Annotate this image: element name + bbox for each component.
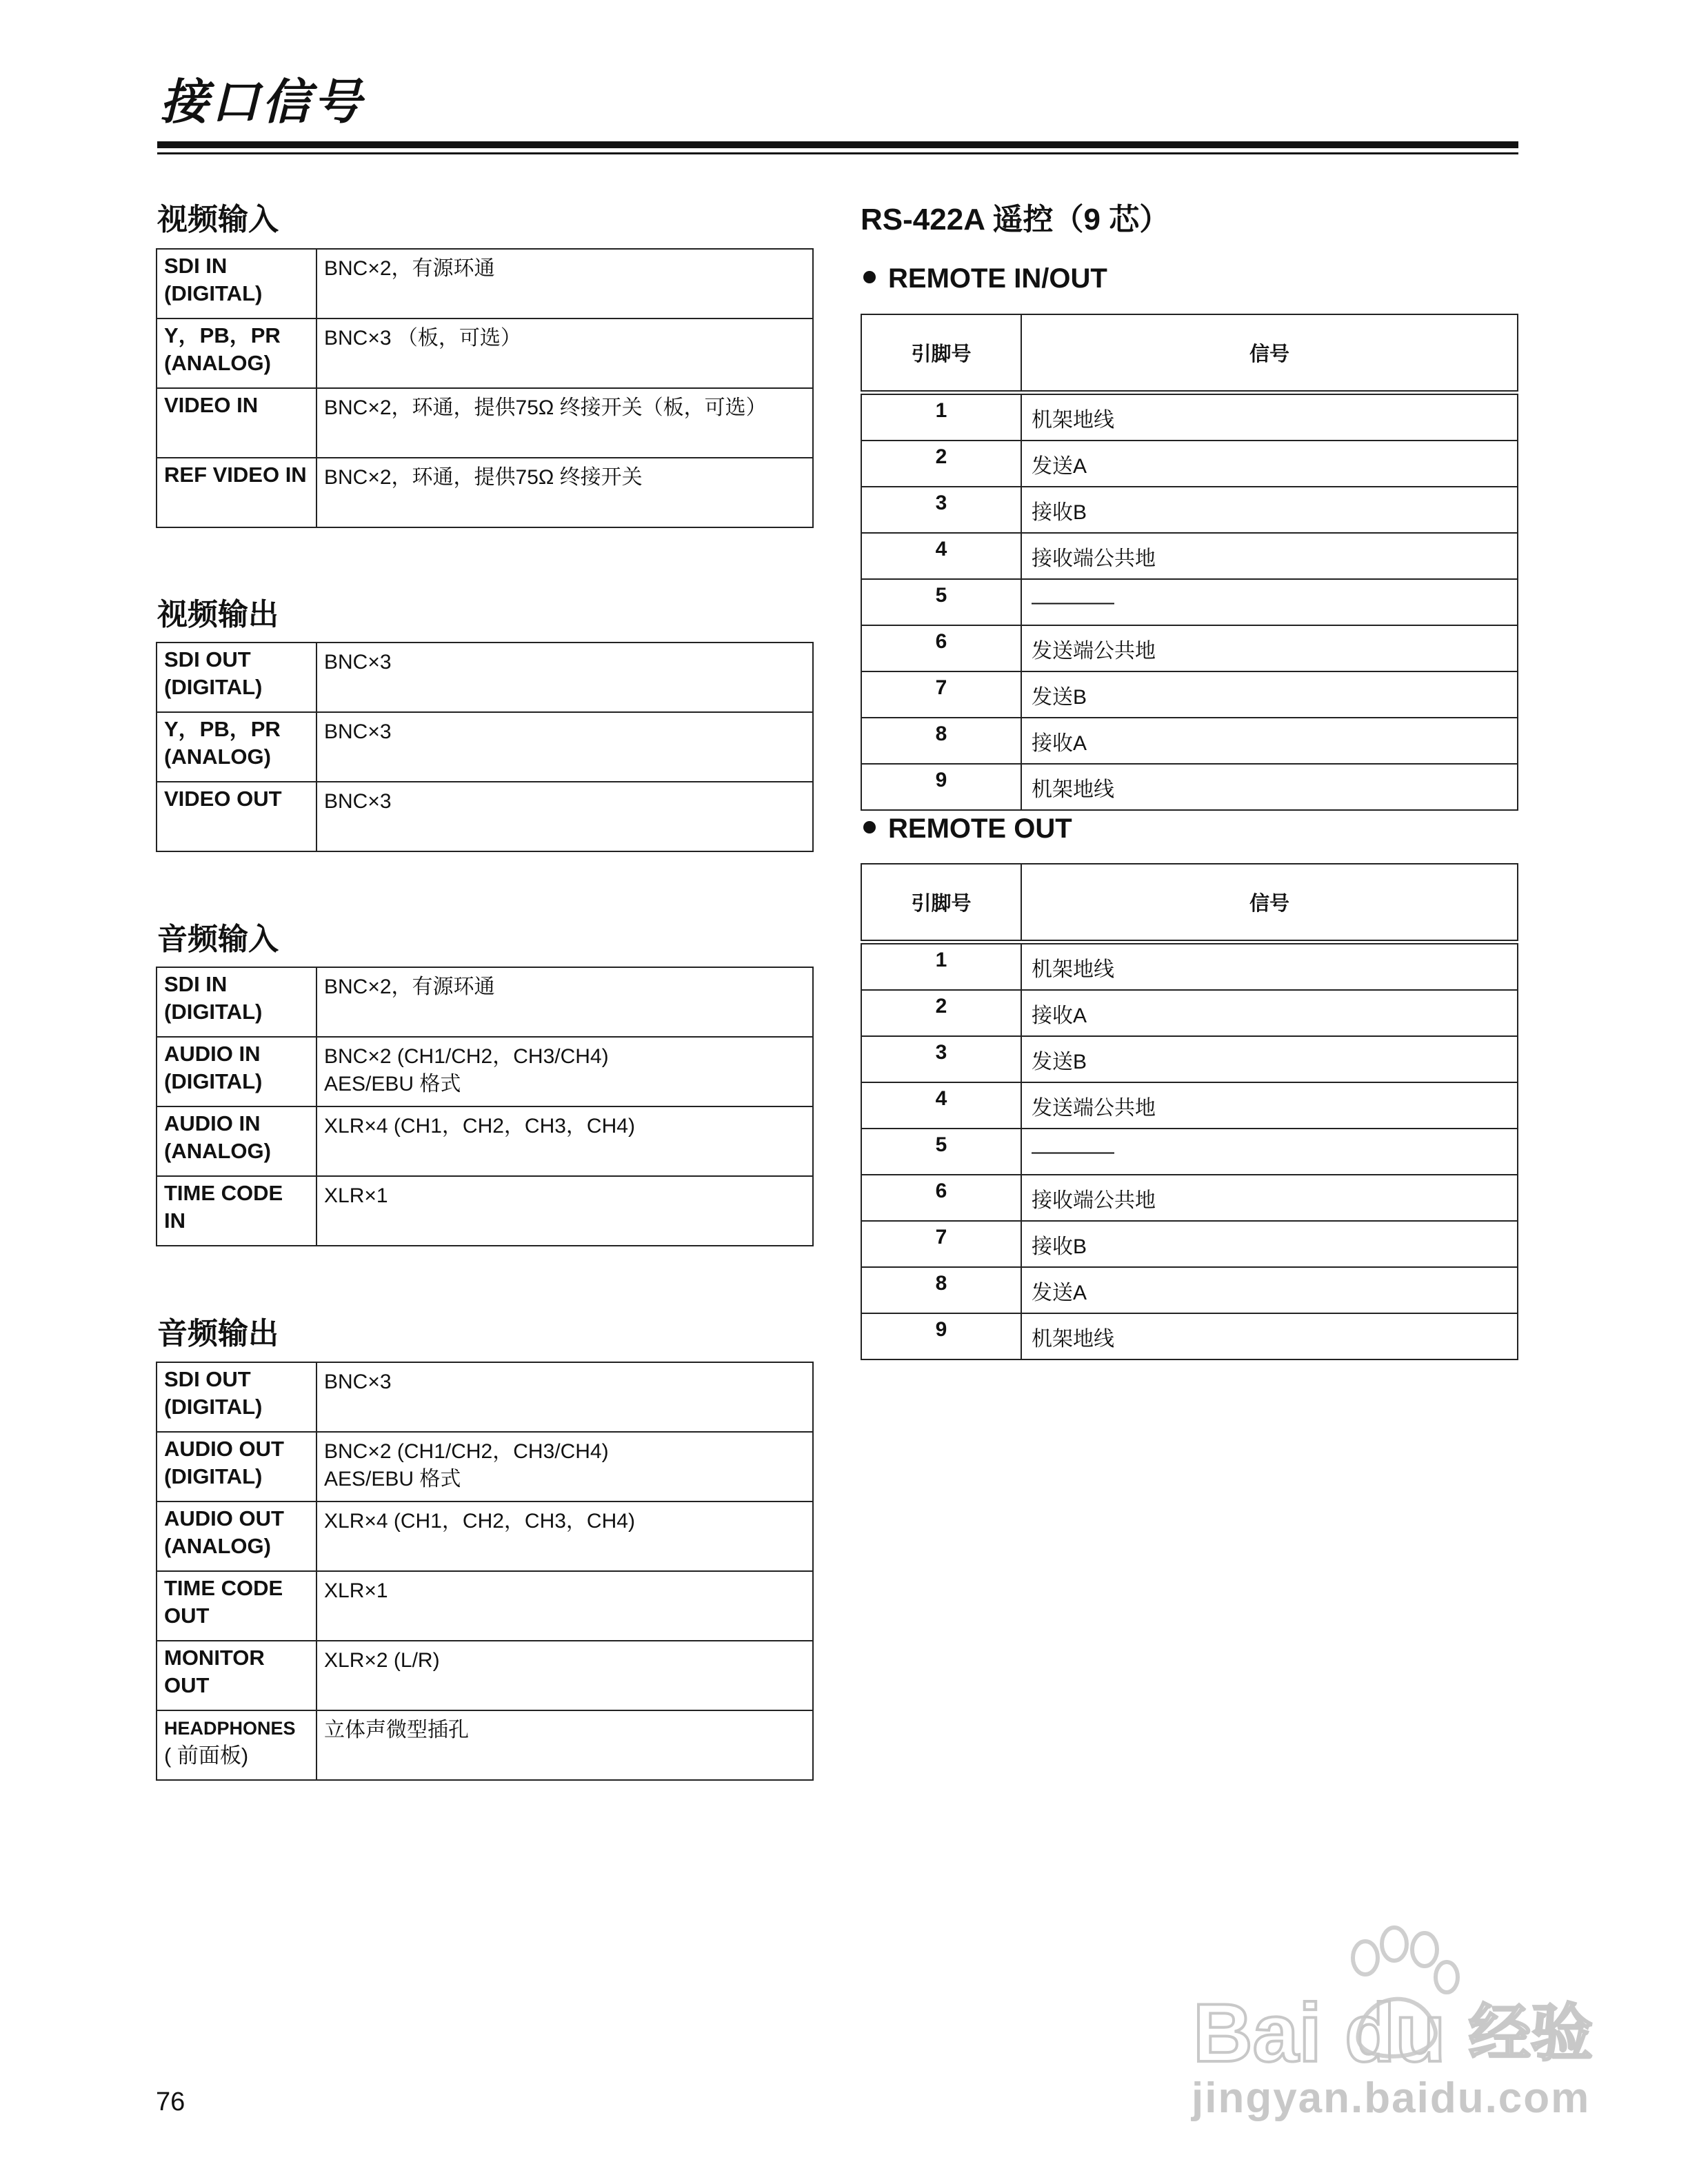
row-label: MONITOR OUT — [157, 1641, 316, 1710]
row-value: XLR×2 (L/R) — [316, 1641, 813, 1710]
title-rule-thick — [157, 141, 1518, 148]
row-value: BNC×3 — [316, 712, 813, 782]
table-row — [157, 782, 813, 851]
row-label: Y，PB，PR (ANALOG) — [157, 318, 316, 388]
row-value: BNC×2，有源环通 — [316, 967, 813, 1037]
table-row — [157, 712, 813, 782]
table-row — [157, 318, 813, 388]
pin-signal: 机架地线 — [1021, 393, 1518, 441]
pin-signal: ———— — [1021, 579, 1518, 625]
row-label: TIME CODE IN — [157, 1176, 316, 1246]
bullet-icon — [863, 821, 876, 833]
table-row — [861, 393, 1518, 441]
col-signal-header: 信号 — [1021, 314, 1518, 393]
row-value: BNC×2，环通，提供75Ω 终接开关（板，可选） — [316, 388, 813, 458]
pin-signal: 发送端公共地 — [1021, 1082, 1518, 1129]
pin-signal: 发送A — [1021, 1267, 1518, 1313]
pin-number: 8 — [861, 1267, 1021, 1313]
pin-signal: 接收端公共地 — [1021, 533, 1518, 579]
col-pin-header: 引脚号 — [861, 314, 1021, 393]
row-label: VIDEO OUT — [157, 782, 316, 851]
watermark-url: jingyan.baidu.com — [1192, 2074, 1591, 2122]
pin-number: 1 — [861, 393, 1021, 441]
table-row — [157, 458, 813, 527]
table-row — [157, 967, 813, 1037]
video-output-table — [156, 642, 814, 852]
table-row — [861, 1313, 1518, 1359]
row-label: SDI IN (DIGITAL) — [157, 249, 316, 318]
pin-number: 8 — [861, 718, 1021, 764]
audio-output-table — [156, 1362, 814, 1781]
row-label: SDI OUT (DIGITAL) — [157, 643, 316, 712]
table-row — [861, 441, 1518, 487]
remote-in-out-table — [861, 314, 1518, 811]
pin-number: 2 — [861, 441, 1021, 487]
row-value: BNC×3 （板，可选） — [316, 318, 813, 388]
pin-number: 6 — [861, 1175, 1021, 1221]
row-label: AUDIO IN (DIGITAL) — [157, 1037, 316, 1106]
rs422-heading: RS-422A 遥控（9 芯） — [861, 203, 1170, 236]
table-row — [157, 1571, 813, 1641]
row-value: BNC×2，有源环通 — [316, 249, 813, 318]
remote-out-heading: REMOTE OUT — [863, 813, 1072, 845]
table-row — [157, 1641, 813, 1710]
row-value: BNC×2 (CH1/CH2，CH3/CH4) AES/EBU 格式 — [316, 1037, 813, 1106]
remote-in-out-heading: REMOTE IN/OUT — [863, 263, 1107, 294]
table-row — [861, 1129, 1518, 1175]
pin-signal: 接收A — [1021, 990, 1518, 1036]
pin-number: 3 — [861, 487, 1021, 533]
row-value: BNC×3 — [316, 782, 813, 851]
row-label: VIDEO IN — [157, 388, 316, 458]
row-value: 立体声微型插孔 — [316, 1710, 813, 1780]
table-row — [861, 533, 1518, 579]
table-row — [157, 1502, 813, 1571]
table-row — [861, 718, 1518, 764]
pin-number: 7 — [861, 671, 1021, 718]
row-label: SDI IN (DIGITAL) — [157, 967, 316, 1037]
table-row — [861, 1082, 1518, 1129]
table-row — [157, 1710, 813, 1780]
row-label: AUDIO OUT (ANALOG) — [157, 1502, 316, 1571]
table-row — [861, 990, 1518, 1036]
baidu-watermark-logo — [1193, 1917, 1593, 2082]
table-row — [861, 1175, 1518, 1221]
table-row — [157, 643, 813, 712]
pin-signal: 接收端公共地 — [1021, 1175, 1518, 1221]
row-label: SDI OUT (DIGITAL) — [157, 1362, 316, 1432]
col-pin-header: 引脚号 — [861, 864, 1021, 942]
table-row — [861, 671, 1518, 718]
table-row — [157, 1432, 813, 1502]
pin-signal: 接收A — [1021, 718, 1518, 764]
row-value: BNC×3 — [316, 643, 813, 712]
table-row — [861, 1221, 1518, 1267]
table-row — [157, 1362, 813, 1432]
row-value: BNC×2，环通，提供75Ω 终接开关 — [316, 458, 813, 527]
page-number: 76 — [156, 2087, 185, 2116]
video-output-heading: 视频输出 — [157, 598, 279, 631]
pin-number: 4 — [861, 1082, 1021, 1129]
pin-number: 7 — [861, 1221, 1021, 1267]
table-row — [861, 1036, 1518, 1082]
table-row — [157, 249, 813, 318]
row-value: XLR×4 (CH1，CH2，CH3，CH4) — [316, 1106, 813, 1176]
table-row — [157, 1037, 813, 1106]
svg-text:Bai du: Bai du — [1193, 1987, 1446, 2079]
video-input-table — [156, 248, 814, 528]
table-row — [157, 1106, 813, 1176]
row-label: Y，PB，PR (ANALOG) — [157, 712, 316, 782]
pin-number: 2 — [861, 990, 1021, 1036]
table-row — [861, 487, 1518, 533]
pin-number: 9 — [861, 764, 1021, 810]
table-row — [861, 942, 1518, 991]
svg-text:经验: 经验 — [1469, 1997, 1593, 2070]
pin-signal: 机架地线 — [1021, 764, 1518, 810]
table-row — [157, 388, 813, 458]
row-label: TIME CODE OUT — [157, 1571, 316, 1641]
pin-number: 6 — [861, 625, 1021, 671]
pin-signal: 发送端公共地 — [1021, 625, 1518, 671]
pin-number: 3 — [861, 1036, 1021, 1082]
pin-signal: ———— — [1021, 1129, 1518, 1175]
video-input-heading: 视频输入 — [157, 203, 279, 236]
pin-signal: 机架地线 — [1021, 942, 1518, 991]
audio-input-table — [156, 967, 814, 1246]
pin-signal: 发送A — [1021, 441, 1518, 487]
pin-signal: 发送B — [1021, 671, 1518, 718]
row-label: HEADPHONES ( 前面板) — [157, 1710, 316, 1780]
bullet-icon — [863, 271, 876, 283]
table-row — [861, 579, 1518, 625]
remote-out-table — [861, 863, 1518, 1360]
table-header — [861, 314, 1518, 393]
table-header — [861, 864, 1518, 942]
pin-number: 5 — [861, 579, 1021, 625]
pin-signal: 发送B — [1021, 1036, 1518, 1082]
page-title: 接口信号 — [160, 75, 364, 129]
table-row — [157, 1176, 813, 1246]
pin-number: 4 — [861, 533, 1021, 579]
audio-input-heading: 音频输入 — [157, 922, 279, 956]
audio-output-heading: 音频输出 — [157, 1317, 279, 1351]
row-label: AUDIO IN (ANALOG) — [157, 1106, 316, 1176]
pin-signal: 机架地线 — [1021, 1313, 1518, 1359]
table-row — [861, 764, 1518, 810]
row-value: XLR×4 (CH1，CH2，CH3，CH4) — [316, 1502, 813, 1571]
pin-number: 9 — [861, 1313, 1021, 1359]
table-row — [861, 1267, 1518, 1313]
row-value: XLR×1 — [316, 1571, 813, 1641]
table-row — [861, 625, 1518, 671]
pin-signal: 接收B — [1021, 487, 1518, 533]
row-value: XLR×1 — [316, 1176, 813, 1246]
pin-number: 5 — [861, 1129, 1021, 1175]
pin-signal: 接收B — [1021, 1221, 1518, 1267]
col-signal-header: 信号 — [1021, 864, 1518, 942]
pin-number: 1 — [861, 942, 1021, 991]
row-label: REF VIDEO IN — [157, 458, 316, 527]
row-value: BNC×3 — [316, 1362, 813, 1432]
title-rule-thin — [157, 152, 1518, 154]
row-value: BNC×2 (CH1/CH2，CH3/CH4) AES/EBU 格式 — [316, 1432, 813, 1502]
row-label: AUDIO OUT (DIGITAL) — [157, 1432, 316, 1502]
